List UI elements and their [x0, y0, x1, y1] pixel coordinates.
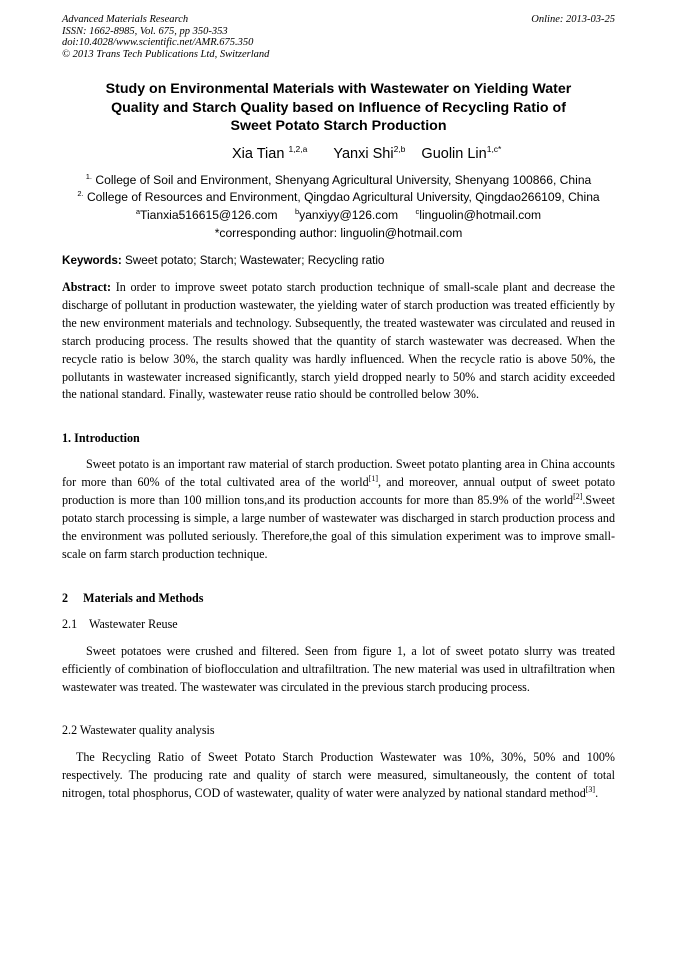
abstract — [62, 279, 615, 404]
email-list — [62, 208, 615, 222]
citation: [2] — [573, 491, 583, 501]
journal-issn: ISSN: 1662-8985, Vol. 675, pp 350-353 — [62, 25, 228, 37]
author — [333, 146, 405, 162]
email-address: Tianxia516615@126.com — [140, 208, 278, 222]
author-sup: 1,c* — [486, 144, 502, 154]
analysis-text: . — [595, 785, 599, 800]
author-sup: 2,b — [393, 144, 406, 154]
keywords — [62, 254, 384, 267]
affiliation-mark: 2. — [77, 189, 84, 198]
author-name: Xia Tian — [232, 146, 285, 162]
affiliation-mark: 1. — [85, 172, 92, 181]
title-line: Quality and Starch Quality based on Influence of Recycling Ratio of — [111, 99, 566, 116]
keywords-label: Keywords: — [62, 254, 122, 267]
journal-copyright: © 2013 Trans Tech Publications Ltd, Switzerland — [62, 48, 270, 60]
paper-title — [62, 80, 615, 136]
subsection-heading-reuse: 2.1 Wastewater Reuse — [62, 617, 178, 631]
affiliation — [62, 190, 615, 204]
introduction-paragraph — [62, 456, 615, 563]
affiliation-text: College of Resources and Environment, Qingdao Agricultural University, Qingdao266109, China — [86, 190, 600, 204]
title-line: Sweet Potato Starch Production — [230, 118, 447, 134]
journal-doi: doi:10.4028/www.scientific.net/AMR.675.350 — [62, 37, 254, 48]
journal-header — [62, 14, 269, 60]
section-number: 1. — [62, 431, 72, 445]
affiliation-text: College of Soil and Environment, Shenyang Agricultural University, Shenyang 100866, China — [95, 173, 592, 187]
subsection-heading-analysis: 2.2 Wastewater quality analysis — [62, 723, 215, 737]
author-list — [232, 146, 501, 162]
email-mark: c — [415, 207, 420, 216]
email-address: linguolin@hotmail.com — [419, 208, 542, 222]
author-sup: 1,2,a — [288, 144, 308, 154]
email-mark: b — [294, 207, 300, 216]
author — [232, 146, 307, 162]
author — [421, 146, 501, 162]
email — [416, 208, 542, 222]
section-heading-methods: 2 Materials and Methods — [62, 591, 204, 605]
corresponding-author: *corresponding author: linguolin@hotmail.com — [214, 226, 463, 240]
intro-text: .Sweet potato starch processing is simple, a large number of wastewater was discharged in starch production process and the environment was polluted seriously. Therefore,the goal of this simulation experiment was to improve small-scale on farm starch production technique. — [62, 492, 615, 561]
email-address: yanxiyy@126.com — [299, 208, 399, 222]
email-mark: a — [135, 207, 141, 216]
section-heading-introduction — [62, 431, 140, 446]
citation: [3] — [585, 784, 596, 794]
intro-text: , and moreover, annual output of sweet potato production is more than 100 million tons,and its production accounts for more than 85.9% of the world — [62, 474, 615, 507]
affiliation — [62, 173, 615, 187]
keywords-text: Sweet potato; Starch; Wastewater; Recycling ratio — [125, 254, 385, 267]
abstract-label: Abstract: — [62, 280, 112, 294]
reuse-paragraph: Sweet potatoes were crushed and filtered. Seen from figure 1, a lot of sweet potato slurry was treated efficiently of combination of bioflocculation and ultrafiltration. The new material was used in ultrafiltration when wastewater was treated. The wastewater was circulated in the previous starch producing process. — [62, 644, 615, 694]
section-title: Introduction — [74, 431, 140, 445]
online-date: Online: 2013-03-25 — [531, 14, 615, 25]
analysis-text: The Recycling Ratio of Sweet Potato Starch Production Wastewater was 10%, 30%, 50% and 100% respectively. The producing rate and quality of starch were measured, simultaneously, the content of total nitrogen, total phosphorus, COD of wastewater, quality of water were analyzed by national standard method — [62, 750, 615, 800]
email — [136, 208, 278, 222]
email — [295, 208, 398, 222]
title-line: Study on Environmental Materials with Wastewater on Yielding Water — [105, 81, 572, 97]
journal-name: Advanced Materials Research — [62, 14, 189, 25]
author-name: Guolin Lin — [421, 146, 487, 162]
analysis-paragraph — [62, 749, 615, 803]
abstract-text: In order to improve sweet potato starch production technique of small-scale plant and decrease the discharge of pollutant in production wastewater, the yielding water of starch production was treated efficiently by the new environment materials and technology. Subsequently, the treated wastewater was circulated and reused in starch producing process. The results showed that the quantity of starch wastewater was decreased. When the recycle ratio is below 30%, the starch quality was hardly influenced. When the recycle ratio is above 50%, the pollutants in wastewater increased significantly, starch yield dropped nearly to 50% and starch acidity exceeded the national standard. Finally, wastewater reuse ratio should be controlled below 30%. — [62, 280, 616, 402]
author-name: Yanxi Shi — [333, 146, 394, 162]
intro-text: Sweet potato is an important raw material of starch production. Sweet potato planting area in China accounts for more than 60% of the total cultivated area of the world — [62, 457, 615, 489]
citation: [1] — [368, 473, 379, 483]
